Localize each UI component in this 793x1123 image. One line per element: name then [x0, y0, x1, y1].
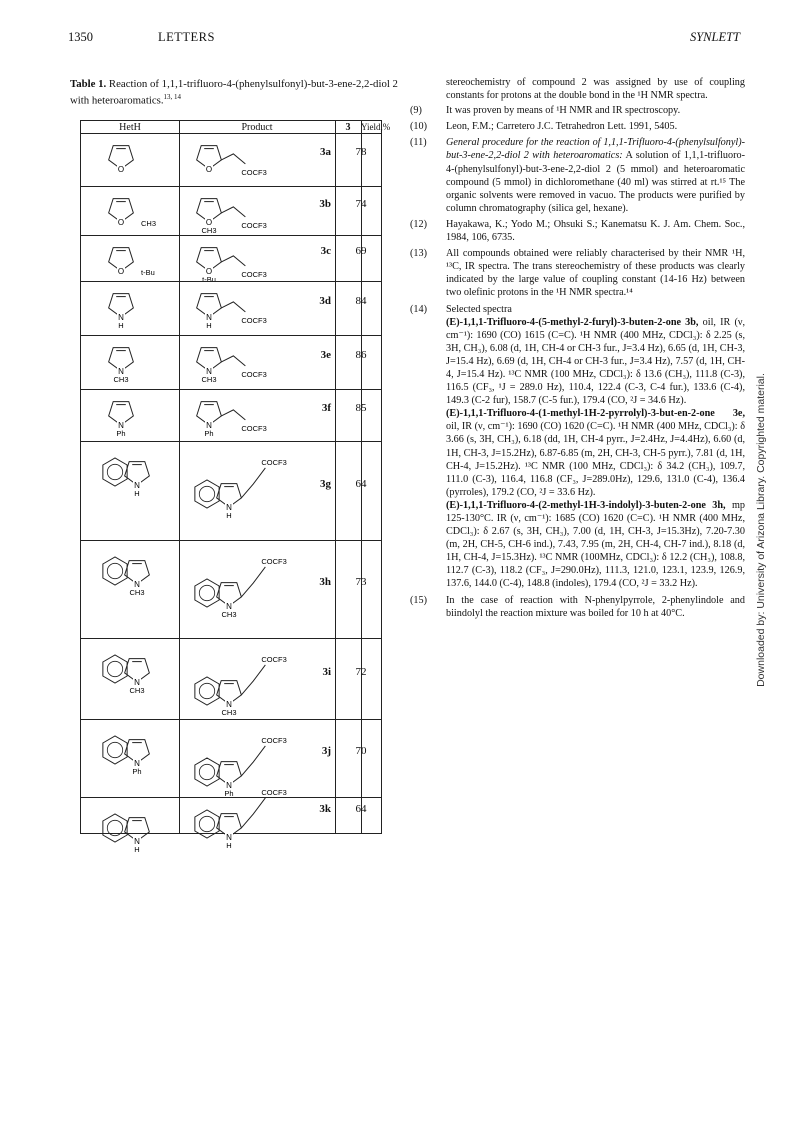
vinyl-chain [221, 302, 245, 312]
vinyl-chain [241, 798, 265, 828]
reference-title: General procedure for the reaction of 1,1,1-Trifluoro-4-(phenylsulfonyl)-but-3-ene-2,2-diol 2 with heteroaromatics: [446, 137, 745, 162]
benzene-ring [103, 814, 127, 842]
column-header-heth: HetH [119, 122, 141, 133]
spectrum-entry [446, 499, 745, 591]
table-row [81, 281, 381, 336]
reference-item [410, 218, 745, 244]
aromatic-circle [199, 816, 214, 831]
heteroaromatic-structure [91, 643, 173, 718]
yield-value: 85 [355, 402, 367, 414]
table-caption [70, 78, 400, 108]
heteroatom-label: O [205, 165, 213, 174]
heteroatom-label: N [226, 781, 232, 790]
table-caption-text: Reaction of 1,1,1-trifluoro-4-(phenylsulfonyl)-but-3-ene-2,2-diol 2 with heteroaromatics. [70, 78, 398, 107]
product-structure [185, 286, 335, 334]
vinyl-chain [241, 746, 265, 776]
heteroatom-label: N [226, 700, 232, 709]
substituent-label: CH3 [221, 610, 237, 619]
substituent-label: Ph [224, 789, 234, 798]
yield-value: 70 [355, 745, 367, 757]
spectrum-title: (E)-1,1,1-Trifluoro-4-(1-methyl-1H-2-pyrrolyl)-3-but-en-2-one 3e, [446, 408, 745, 420]
cocf3-label: COCF3 [241, 167, 267, 177]
yield-value: 78 [355, 146, 367, 158]
reference-text: Leon, F.M.; Carretero J.C. Tetrahedron Lett. 1991, 5405. [446, 121, 678, 133]
substituent-label: H [134, 489, 140, 498]
heteroatom-label: N [134, 759, 140, 768]
aromatic-circle [199, 486, 214, 501]
substituent-label: CH3 [201, 226, 217, 235]
heteroatom-label: N [226, 602, 232, 611]
product-structure [185, 446, 335, 539]
section-title: LETTERS [158, 30, 215, 44]
benzene-ring [103, 655, 127, 683]
product-structure [185, 545, 335, 637]
cocf3-label: COCF3 [261, 735, 287, 745]
heteroaromatic-structure [91, 138, 173, 184]
yield-value: 72 [355, 665, 367, 678]
heteroatom-label: N [134, 837, 140, 846]
reference-text: Hayakawa, K.; Yodo M.; Ohsuki S.; Kanematsu K. J. Am. Chem. Soc., 1984, 106, 6735. [446, 218, 745, 244]
table-row [81, 186, 381, 236]
reference-number: (11) [410, 137, 427, 149]
table-row [81, 638, 381, 720]
column-header-product: Product [241, 122, 273, 133]
heteroaromatic-structure [91, 286, 173, 334]
substituent-label: H [226, 841, 232, 850]
heteroaromatic-structure [91, 802, 173, 854]
reference-item [410, 303, 745, 591]
column-header-yield: Yield,% [361, 122, 391, 132]
table-row [81, 389, 381, 442]
heteroaromatic-structure [91, 724, 173, 796]
substituent-label: CH3 [129, 588, 145, 597]
reference-number: (9) [410, 105, 422, 117]
heteroatom-label: O [117, 165, 125, 174]
table-row [81, 134, 381, 186]
cocf3-label: COCF3 [241, 315, 267, 325]
heteroatom-label: N [118, 367, 124, 376]
reference-text: In the case of reaction with N-phenylpyrrole, 2-phenylindole and biindolyl the reaction mixture was boiled for 10 h at 40°C. [446, 594, 745, 619]
cocf3-label: COCF3 [241, 220, 267, 230]
heteroatom-label: O [117, 267, 125, 276]
compound-number: 3f [321, 402, 331, 414]
substituent-label: t-Bu [202, 275, 216, 284]
heteroatom-label: O [205, 218, 213, 227]
reference-text: It was proven by means of ¹H NMR and IR spectroscopy. [446, 105, 681, 117]
cocf3-label: COCF3 [241, 369, 267, 379]
heteroatom-label: O [117, 218, 125, 227]
heteroatom-label: N [206, 313, 212, 322]
cocf3-label: COCF3 [261, 654, 287, 664]
aromatic-circle [107, 563, 122, 578]
compound-number: 3j [321, 745, 331, 757]
heteroaromatic-structure [91, 240, 173, 280]
reference-number: (13) [410, 248, 427, 260]
table-row [81, 335, 381, 390]
substituent-label: H [134, 845, 140, 854]
compound-number: 3i [322, 665, 331, 678]
spectrum-text: oil, IR (ν, cm⁻¹): 1690 (CO) 1615 (C=C). ¹H NMR (400 MHz, CDCl₃): δ 2.25 (s, 3H, CH₃), 6.08 (d, 1H, CH-4 or CH-3 fur., J=3.4 Hz), 6.65 (d, 1H, CH-3, J=15.4 Hz), 6.69 (d, 1H, CH-4 or CH-3 fur., J=3.4 Hz), 7.57 (d, 1H, CH-4, J=15.4 Hz). ¹³C NMR (100 MHz, CDCl₃): δ 13.6 (CH₃), 111.8 (C-3), 116.5 (CF₃, ¹J = 289.0 Hz), 110.4, 122.4 (C-3, C-4 fur.), 133.6 (C-4), 149.3 (C-2 fur), 158.7 (C-5 fur.), 179.4 (CO, ²J = 34.6 Hz). [446, 316, 745, 407]
heteroatom-label: N [226, 503, 232, 512]
substituent-label: H [206, 321, 212, 330]
table-row [81, 235, 381, 282]
cocf3-label: COCF3 [241, 269, 267, 279]
vinyl-chain [241, 665, 265, 695]
benzene-ring [103, 736, 127, 764]
vinyl-chain [241, 468, 265, 498]
heteroaromatic-structure [91, 545, 173, 637]
benzene-ring [195, 758, 219, 786]
substituent-label: CH3 [141, 219, 157, 228]
substituent-label: CH3 [221, 708, 237, 717]
yield-value: 64 [355, 802, 367, 815]
compound-number: 3a [320, 146, 331, 158]
substituent-label: Ph [116, 429, 126, 438]
cocf3-label: COCF3 [261, 787, 287, 797]
yield-value: 84 [355, 295, 367, 307]
compound-number: 3h [319, 576, 331, 588]
yield-value: 69 [355, 245, 367, 257]
aromatic-circle [107, 820, 122, 835]
reference-text: All compounds obtained were reliably characterised by their NMR ¹H, ¹³C, IR spectra. The trans stereochemistry of these products was clearly indicated by the large value of coupling constant (14-16 Hz) between two olefinic protons in the ¹H NMR spectra.¹⁴ [446, 248, 745, 299]
spectrum-title: (E)-1,1,1-Trifluoro-4-(2-methyl-1H-3-indolyl)-3-buten-2-one 3h, [446, 499, 726, 511]
yield-value: 74 [355, 197, 367, 210]
substituent-label: Ph [132, 767, 142, 776]
reaction-table [80, 120, 391, 854]
table-row [81, 719, 381, 798]
reference-item [410, 104, 745, 117]
aromatic-circle [107, 464, 122, 479]
substituent-label: CH3 [201, 375, 217, 384]
compound-number: 3k [319, 802, 331, 815]
table-row [81, 540, 381, 639]
benzene-ring [103, 458, 127, 486]
substituent-label: H [226, 511, 232, 520]
yield-value: 73 [355, 576, 367, 588]
heteroatom-label: N [118, 421, 124, 430]
aromatic-circle [199, 585, 214, 600]
vinyl-chain [221, 154, 245, 164]
spectrum-entry [446, 407, 745, 499]
reference-item [410, 247, 745, 299]
benzene-ring [195, 579, 219, 607]
compound-number: 3d [319, 295, 331, 307]
reference-text: A solution of 1,1,1-trifluoro-4-(phenylsulfonyl)-but-3-ene-2,2-diol 2 (5 mmol) and heteroaromatic compound (5 mmol) in dichloromethane (40 ml) was stirred at rt.¹⁵ The organic solvents were removed in vacuo. The products were purified by column chromatography (silica gel, hexane). [446, 150, 745, 214]
spectrum-text: mp 125-130°C. IR (ν, cm⁻¹): 1685 (CO) 1620 (C=C). ¹H NMR (400 MHz, CDCl₃): δ 2.67 (s, 3H, CH₃), 7.00 (d, 1H, CH-3, J=15.3Hz), 7.20-7.30 (m, 2H, CH-5, CH-6 ind.), 7.43, 7.95 (m, 2H, CH-4, CH-7 ind.), 8.18 (d, 1H, CH-4, J=15.3Hz). ¹³C NMR (100MHz, CDCl₃): δ 12.2 (CH₃), 108.8, 112.7 (C-3), 118.2 (CF₃, J=290.0Hz), 111.3, 121.0, 123.1, 123.9, 126.9, 137.6, 144.0 (C-4), 148.8 (indoles), 179.4 (CO, ²J = 33.2 Hz). [446, 499, 745, 590]
table-caption-label: Table 1. [70, 78, 107, 90]
reference-text: Selected spectra [446, 303, 512, 315]
reference-item [410, 120, 745, 133]
continued-paragraph: stereochemistry of compound 2 was assigned by use of coupling constants for protons at the double bond in the ¹H NMR spectra. [446, 77, 745, 102]
product-structure [185, 724, 335, 796]
vinyl-chain [221, 410, 245, 420]
aromatic-circle [199, 764, 214, 779]
yield-value: 86 [355, 349, 367, 361]
vinyl-chain [221, 256, 245, 266]
reference-item [410, 136, 745, 215]
cocf3-label: COCF3 [241, 423, 267, 433]
heteroatom-label: N [134, 481, 140, 490]
cocf3-label: COCF3 [261, 556, 287, 566]
heteroatom-label: N [134, 678, 140, 687]
vinyl-chain [221, 207, 245, 217]
spectrum-entry [446, 316, 745, 408]
compound-number: 3b [319, 197, 331, 210]
running-header [68, 30, 740, 50]
reference-number: (14) [410, 303, 427, 315]
page-number: 1350 [68, 30, 93, 44]
heteroatom-label: N [206, 421, 212, 430]
benzene-ring [195, 677, 219, 705]
aromatic-circle [107, 661, 122, 676]
journal-name: SYNLETT [689, 30, 740, 44]
yield-value: 64 [355, 477, 367, 490]
product-structure [185, 340, 335, 388]
heteroaromatic-structure [91, 446, 173, 539]
download-notice-text: Downloaded by: University of Arizona Library. Copyrighted material. [755, 373, 767, 687]
vinyl-chain [221, 356, 245, 366]
heteroatom-label: N [118, 313, 124, 322]
product-structure [185, 643, 335, 718]
aromatic-circle [199, 683, 214, 698]
substituent-label: H [118, 321, 124, 330]
spectrum-title: (E)-1,1,1-Trifluoro-4-(5-methyl-2-furyl)-3-buten-2-one 3b, [446, 316, 699, 328]
reference-number: (10) [410, 121, 427, 133]
substituent-label: CH3 [113, 375, 129, 384]
product-structure [185, 394, 335, 440]
vinyl-chain [241, 567, 265, 597]
references-column [410, 76, 745, 623]
column-header-compound: 3 [345, 122, 351, 133]
heteroaromatic-structure [91, 191, 173, 234]
reference-number: (12) [410, 218, 427, 230]
download-notice [752, 330, 770, 730]
substituent-label: Ph [204, 429, 214, 438]
compound-number: 3c [320, 245, 331, 257]
table-row [81, 441, 381, 541]
heteroatom-label: N [134, 580, 140, 589]
heteroatom-label: N [226, 833, 232, 842]
heteroatom-label: O [205, 267, 213, 276]
benzene-ring [195, 480, 219, 508]
product-structure [185, 138, 335, 184]
benzene-ring [195, 810, 219, 838]
table-caption-refs: 13, 14 [163, 93, 182, 101]
reference-item [410, 594, 745, 620]
heteroaromatic-structure [91, 340, 173, 388]
heteroaromatic-structure [91, 394, 173, 440]
benzene-ring [103, 557, 127, 585]
cocf3-label: COCF3 [261, 457, 287, 467]
compound-number: 3e [320, 349, 331, 361]
spectrum-text: oil, IR (ν, cm⁻¹): 1690 (CO) 1620 (C=C). ¹H NMR (400 MHz, CDCl₃): δ 3.66 (s, 3H, CH₃), 6.18 (dd, 1H, CH-4 pyrr., J=2.4Hz, J=4.4Hz), 6.60 (d, 1H, CH-3, J=15.2Hz), 6.87-6.85 (m, 2H, CH-3, CH-5 pyrr.), 7.81 (d, 1H, CH-4, J=15.2Hz). ¹³C NMR (100 MHz, CDCl₃): δ 34.2 (CH₃), 109.7, 111.0 (C-3), 116.4, 116.8 (CF₃, J=289.0Hz), 129.6, 131.0 (C-4), 136.4 (pyrroles), 179.2 (CO, ²J = 33.6 Hz). [446, 421, 745, 498]
compound-number: 3g [320, 477, 331, 490]
substituent-label: t-Bu [141, 268, 155, 277]
heteroatom-label: N [206, 367, 212, 376]
substituent-label: CH3 [129, 686, 145, 695]
reference-number: (15) [410, 594, 427, 606]
aromatic-circle [107, 742, 122, 757]
